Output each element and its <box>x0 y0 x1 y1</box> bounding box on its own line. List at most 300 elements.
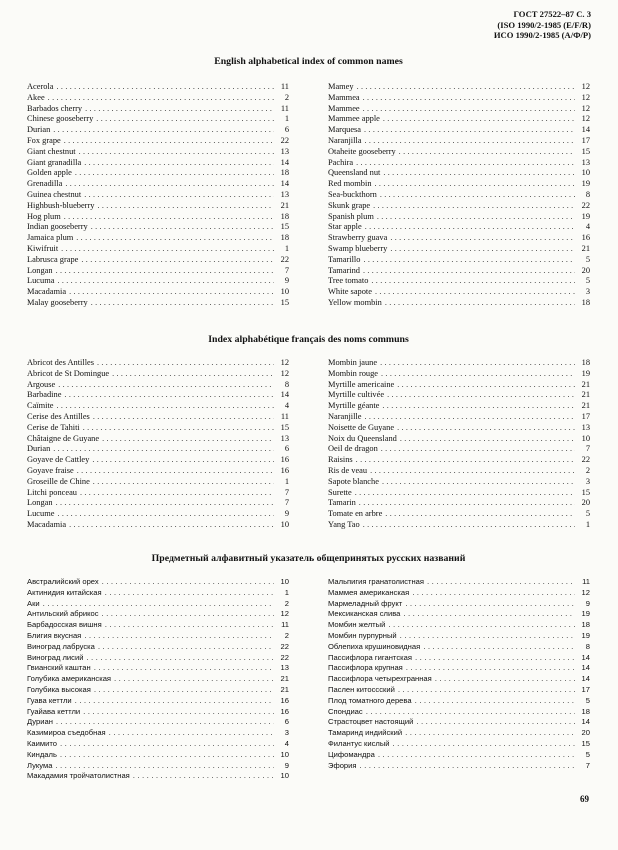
entry-page-number: 7 <box>284 487 289 497</box>
index-entry <box>27 761 289 772</box>
dot-leader <box>356 455 575 466</box>
entry-page-number: 12 <box>581 103 590 113</box>
entry-page-number: 9 <box>585 598 590 608</box>
dot-leader <box>69 287 274 298</box>
english-index-right-column <box>328 82 590 309</box>
index-entry <box>328 599 590 610</box>
index-entry <box>27 631 289 642</box>
dot-leader <box>91 222 274 233</box>
dot-leader <box>105 588 274 599</box>
dot-leader <box>75 168 274 179</box>
entry-page-number: 15 <box>581 487 590 497</box>
dot-leader <box>64 390 274 401</box>
index-entry <box>328 663 590 674</box>
entry-page-number: 16 <box>280 695 289 705</box>
index-entry <box>328 369 590 380</box>
entry-page-number: 7 <box>284 498 289 508</box>
entry-name: Yellow mombin <box>328 297 382 307</box>
dot-leader <box>403 609 575 620</box>
dot-leader <box>365 222 575 233</box>
index-entry <box>328 588 590 599</box>
dot-leader <box>378 750 575 761</box>
dot-leader <box>381 369 575 380</box>
dot-leader <box>381 444 575 455</box>
entry-name: Актинидия китайская <box>27 587 102 597</box>
entry-name: Noix du Queensland <box>328 433 397 443</box>
index-entry <box>328 190 590 201</box>
entry-name: Spanish plum <box>328 211 374 221</box>
dot-leader <box>427 577 575 588</box>
index-entry <box>328 728 590 739</box>
entry-name: Tamarillo <box>328 254 361 264</box>
entry-name: Abricot des Antilles <box>27 358 94 367</box>
dot-leader <box>380 358 575 369</box>
entry-page-number: 22 <box>280 652 289 662</box>
entry-page-number: 17 <box>581 411 590 421</box>
entry-name: Giant chestnut <box>27 146 76 156</box>
entry-page-number: 4 <box>284 401 289 411</box>
entry-name: Litchi ponceau <box>27 487 77 497</box>
entry-page-number: 5 <box>585 749 590 759</box>
entry-name: Strawberry guava <box>328 233 388 243</box>
entry-name: Barbados cherry <box>27 103 83 113</box>
dot-leader <box>76 233 274 244</box>
entry-name: Malay gooseberry <box>27 297 88 307</box>
index-entry <box>27 255 289 266</box>
dot-leader <box>94 663 274 674</box>
entry-page-number: 2 <box>284 598 289 608</box>
entry-name: Longan <box>27 498 53 508</box>
dot-leader <box>83 707 274 718</box>
entry-page-number: 18 <box>581 358 590 367</box>
entry-page-number: 14 <box>581 663 590 673</box>
index-entry <box>328 477 590 488</box>
dot-leader <box>415 653 575 664</box>
entry-page-number: 21 <box>280 684 289 694</box>
entry-page-number: 2 <box>585 465 590 475</box>
index-entry <box>328 674 590 685</box>
index-entry <box>328 233 590 244</box>
dot-leader <box>435 674 575 685</box>
dot-leader <box>75 696 274 707</box>
entry-page-number: 19 <box>581 179 590 189</box>
entry-page-number: 5 <box>585 695 590 705</box>
index-entry <box>328 380 590 391</box>
dot-leader <box>380 190 575 201</box>
dot-leader <box>53 125 274 136</box>
entry-name: Tomate en arbre <box>328 509 383 519</box>
entry-name: Queensland nut <box>328 168 381 178</box>
index-entry <box>27 222 289 233</box>
entry-name: Fox grape <box>27 135 61 145</box>
entry-name: Chinese gooseberry <box>27 114 94 124</box>
dot-leader <box>416 717 575 728</box>
entry-name: Mombin jaune <box>328 358 378 367</box>
index-entry <box>328 653 590 664</box>
entry-name: Мальпигия гранатолистная <box>328 577 425 586</box>
entry-name: Raisins <box>328 455 353 465</box>
entry-page-number: 18 <box>280 233 289 243</box>
entry-page-number: 8 <box>284 379 289 389</box>
index-entry <box>27 455 289 466</box>
entry-page-number: 13 <box>280 146 289 156</box>
dot-leader <box>363 104 575 115</box>
index-entry <box>27 401 289 412</box>
index-entry <box>328 739 590 750</box>
dot-leader <box>390 233 575 244</box>
russian-index-right-column <box>328 577 590 782</box>
entry-name: Kiwifruit <box>27 243 59 253</box>
entry-page-number: 15 <box>280 422 289 432</box>
dot-leader <box>56 266 274 277</box>
index-entry <box>328 412 590 423</box>
index-entry <box>328 93 590 104</box>
entry-name: Пассифлора крупная <box>328 663 403 673</box>
entry-name: Киндаль <box>27 749 57 759</box>
entry-name: Goyave fraise <box>27 465 74 475</box>
index-entry <box>27 739 289 750</box>
entry-name: Гуава кеттли <box>27 695 72 705</box>
entry-name: Golden apple <box>27 168 72 178</box>
dot-leader <box>83 423 274 434</box>
entry-name: Caïmite <box>27 401 54 411</box>
dot-leader <box>364 412 575 423</box>
dot-leader <box>61 244 274 255</box>
entry-page-number: 7 <box>284 265 289 275</box>
entry-page-number: 22 <box>581 200 590 210</box>
entry-page-number: 21 <box>581 379 590 389</box>
entry-name: Acerola <box>27 82 54 91</box>
entry-page-number: 16 <box>280 455 289 465</box>
entry-name: Австралийский орех <box>27 577 99 586</box>
entry-name: Спондиас <box>328 706 363 716</box>
dot-leader <box>385 298 575 309</box>
entry-name: Goyave de Cattley <box>27 455 90 465</box>
entry-page-number: 5 <box>585 276 590 286</box>
entry-name: Macadamia <box>27 519 67 529</box>
entry-name: Skunk grape <box>328 200 371 210</box>
dot-leader <box>387 390 575 401</box>
dot-leader <box>65 179 274 190</box>
entry-name: Мексиканская слива <box>328 609 401 619</box>
entry-page-number: 9 <box>284 760 289 770</box>
dot-leader <box>375 179 575 190</box>
entry-page-number: 21 <box>280 200 289 210</box>
dot-leader <box>399 147 575 158</box>
dot-leader <box>383 114 575 125</box>
index-entry <box>27 609 289 620</box>
dot-leader <box>405 599 575 610</box>
entry-name: Голубика американская <box>27 674 112 684</box>
document-header <box>494 9 591 41</box>
entry-page-number: 5 <box>585 254 590 264</box>
index-entry <box>27 125 289 136</box>
entry-page-number: 6 <box>284 444 289 454</box>
entry-page-number: 11 <box>582 577 590 586</box>
entry-name: Surette <box>328 487 352 497</box>
dot-leader <box>355 488 575 499</box>
dot-leader <box>356 158 575 169</box>
entry-name: Mamey <box>328 82 354 91</box>
index-entry <box>328 255 590 266</box>
entry-name: Myrtille americaine <box>328 379 395 389</box>
index-entry <box>328 136 590 147</box>
entry-page-number: 7 <box>585 760 590 770</box>
dot-leader <box>84 631 274 642</box>
index-entry <box>27 287 289 298</box>
entry-name: Ris de veau <box>328 465 368 475</box>
dot-leader <box>400 434 575 445</box>
entry-page-number: 10 <box>280 519 289 529</box>
index-entry <box>27 412 289 423</box>
entry-page-number: 13 <box>280 433 289 443</box>
dot-leader <box>57 401 274 412</box>
index-entry <box>27 599 289 610</box>
entry-name: Cerise des Antilles <box>27 411 90 421</box>
dot-leader <box>133 771 274 782</box>
index-entry <box>27 477 289 488</box>
entry-page-number: 12 <box>581 587 590 597</box>
dot-leader <box>102 577 274 588</box>
entry-name: Tree tomato <box>328 276 369 286</box>
index-entry <box>328 620 590 631</box>
index-entry <box>27 233 289 244</box>
dot-leader <box>366 707 575 718</box>
entry-name: Barbadine <box>27 390 62 400</box>
entry-name: Mammee <box>328 103 360 113</box>
entry-name: Naranjille <box>328 411 362 421</box>
entry-name: Дуриан <box>27 717 53 727</box>
dot-leader <box>406 663 575 674</box>
entry-page-number: 20 <box>581 265 590 275</box>
entry-page-number: 12 <box>280 368 289 378</box>
entry-name: Виноград лабруска <box>27 641 95 651</box>
dot-leader <box>382 401 575 412</box>
russian-index-title: Предметный алфавитный указатель общепринятых русских названий <box>151 553 466 564</box>
entry-name: Cerise de Tahiti <box>27 422 80 432</box>
index-entry <box>27 707 289 718</box>
entry-page-number: 14 <box>280 390 289 400</box>
dot-leader <box>377 212 575 223</box>
dot-leader <box>43 599 274 610</box>
entry-page-number: 22 <box>280 641 289 651</box>
entry-page-number: 2 <box>284 630 289 640</box>
dot-leader <box>415 696 575 707</box>
entry-name: Момбин пурпурный <box>328 630 397 640</box>
entry-name: Каимито <box>27 738 57 748</box>
english-index-title: English alphabetical index of common names <box>214 56 403 67</box>
dot-leader <box>405 728 575 739</box>
entry-page-number: 14 <box>280 157 289 167</box>
index-entry <box>27 136 289 147</box>
index-entry <box>27 588 289 599</box>
entry-name: Red mombin <box>328 179 372 189</box>
entry-name: Эфория <box>328 760 357 770</box>
dot-leader <box>385 509 575 520</box>
entry-name: Sea-buckthorn <box>328 189 377 199</box>
entry-name: Mammea <box>328 92 360 102</box>
entry-page-number: 18 <box>280 168 289 178</box>
entry-page-number: 1 <box>284 243 289 253</box>
index-entry <box>328 685 590 696</box>
entry-page-number: 10 <box>280 771 289 781</box>
entry-page-number: 9 <box>284 276 289 286</box>
entry-name: Grenadilla <box>27 179 63 189</box>
dot-leader <box>84 158 274 169</box>
index-entry <box>328 401 590 412</box>
english-index-section <box>27 56 590 309</box>
dot-leader <box>56 717 274 728</box>
entry-page-number: 22 <box>280 135 289 145</box>
index-entry <box>328 168 590 179</box>
entry-page-number: 19 <box>581 368 590 378</box>
entry-name: Durian <box>27 125 51 135</box>
dot-leader <box>58 380 274 391</box>
english-index-left-column <box>27 82 289 309</box>
entry-page-number: 8 <box>585 641 590 651</box>
entry-name: Антильский абрикос <box>27 609 99 619</box>
dot-leader <box>400 631 575 642</box>
index-entry <box>328 390 590 401</box>
russian-index-left-column <box>27 577 289 782</box>
index-entry <box>27 168 289 179</box>
entry-name: Лукума <box>27 760 53 770</box>
index-entry <box>328 498 590 509</box>
entry-name: Jamaica plum <box>27 233 74 243</box>
entry-page-number: 11 <box>281 620 289 630</box>
dot-leader <box>412 588 575 599</box>
index-entry <box>27 696 289 707</box>
index-entry <box>27 82 289 93</box>
entry-name: Marquesa <box>328 125 362 135</box>
dot-leader <box>363 93 575 104</box>
entry-page-number: 16 <box>280 706 289 716</box>
entry-page-number: 18 <box>280 211 289 221</box>
entry-name: Момбин желтый <box>328 620 386 630</box>
index-entry <box>328 509 590 520</box>
dot-leader <box>57 82 274 93</box>
index-entry <box>328 104 590 115</box>
french-index-right-column <box>328 358 590 531</box>
index-entry <box>27 750 289 761</box>
index-entry <box>27 444 289 455</box>
entry-page-number: 13 <box>581 422 590 432</box>
entry-name: White sapote <box>328 287 372 297</box>
entry-name: Макадамия тройчатолистная <box>27 771 130 781</box>
index-entry <box>328 423 590 434</box>
dot-leader <box>79 147 274 158</box>
dot-leader <box>92 455 274 466</box>
dot-leader <box>57 276 274 287</box>
index-entry <box>328 287 590 298</box>
index-entry <box>27 104 289 115</box>
entry-page-number: 3 <box>585 287 590 297</box>
index-entry <box>328 212 590 223</box>
entry-page-number: 21 <box>581 401 590 411</box>
dot-leader <box>375 287 575 298</box>
index-entry <box>27 577 289 588</box>
entry-name: Страстоцвет настоящий <box>328 717 414 727</box>
entry-name: Паслен китоссский <box>328 684 395 694</box>
index-entry <box>328 114 590 125</box>
entry-name: Tamarind <box>328 265 360 275</box>
dot-leader <box>53 444 274 455</box>
entry-page-number: 20 <box>581 498 590 508</box>
index-entry <box>27 369 289 380</box>
index-entry <box>27 488 289 499</box>
dot-leader <box>93 412 274 423</box>
index-entry <box>27 423 289 434</box>
entry-name: Indian gooseberry <box>27 222 88 232</box>
index-entry <box>27 93 289 104</box>
entry-page-number: 12 <box>581 114 590 124</box>
index-entry <box>27 771 289 782</box>
entry-page-number: 10 <box>581 168 590 178</box>
dot-leader <box>91 298 274 309</box>
index-entry <box>27 620 289 631</box>
index-entry <box>328 82 590 93</box>
entry-page-number: 18 <box>581 706 590 716</box>
dot-leader <box>81 255 274 266</box>
entry-page-number: 17 <box>581 135 590 145</box>
entry-name: Маммея американская <box>328 587 410 597</box>
dot-leader <box>397 380 575 391</box>
entry-name: Pachira <box>328 157 354 167</box>
dot-leader <box>69 520 274 531</box>
entry-page-number: 17 <box>581 684 590 694</box>
dot-leader <box>364 125 575 136</box>
entry-name: Labrusca grape <box>27 254 79 264</box>
dot-leader <box>373 201 575 212</box>
index-entry <box>328 266 590 277</box>
entry-name: Mammee apple <box>328 114 380 124</box>
dot-leader <box>393 739 575 750</box>
dot-leader <box>388 620 575 631</box>
entry-page-number: 15 <box>581 146 590 156</box>
entry-name: Мармеладный фрукт <box>328 598 403 608</box>
index-entry <box>328 488 590 499</box>
entry-page-number: 14 <box>581 652 590 662</box>
dot-leader <box>109 728 274 739</box>
entry-page-number: 19 <box>581 211 590 221</box>
dot-leader <box>370 466 575 477</box>
entry-page-number: 11 <box>280 82 289 91</box>
index-entry <box>27 158 289 169</box>
index-entry <box>27 212 289 223</box>
header-gost-line: ГОСТ 27522–87 С. 3 <box>513 9 591 19</box>
entry-name: Цифомандра <box>328 749 375 759</box>
dot-leader <box>94 685 274 696</box>
index-entry <box>27 674 289 685</box>
dot-leader <box>97 358 274 369</box>
entry-page-number: 3 <box>284 728 289 738</box>
index-entry <box>27 728 289 739</box>
index-entry <box>27 358 289 369</box>
index-entry <box>328 222 590 233</box>
index-entry <box>328 444 590 455</box>
entry-name: Тамаринд индийский <box>328 728 403 738</box>
entry-name: Барбадосская вишня <box>27 620 102 630</box>
entry-name: Гвианский каштан <box>27 663 91 673</box>
dot-leader <box>64 212 274 223</box>
french-index-section <box>27 334 590 531</box>
index-entry <box>328 642 590 653</box>
entry-page-number: 22 <box>280 254 289 264</box>
dot-leader <box>382 477 575 488</box>
entry-page-number: 13 <box>280 663 289 673</box>
entry-page-number: 10 <box>280 577 289 586</box>
entry-name: Tamarin <box>328 498 356 508</box>
